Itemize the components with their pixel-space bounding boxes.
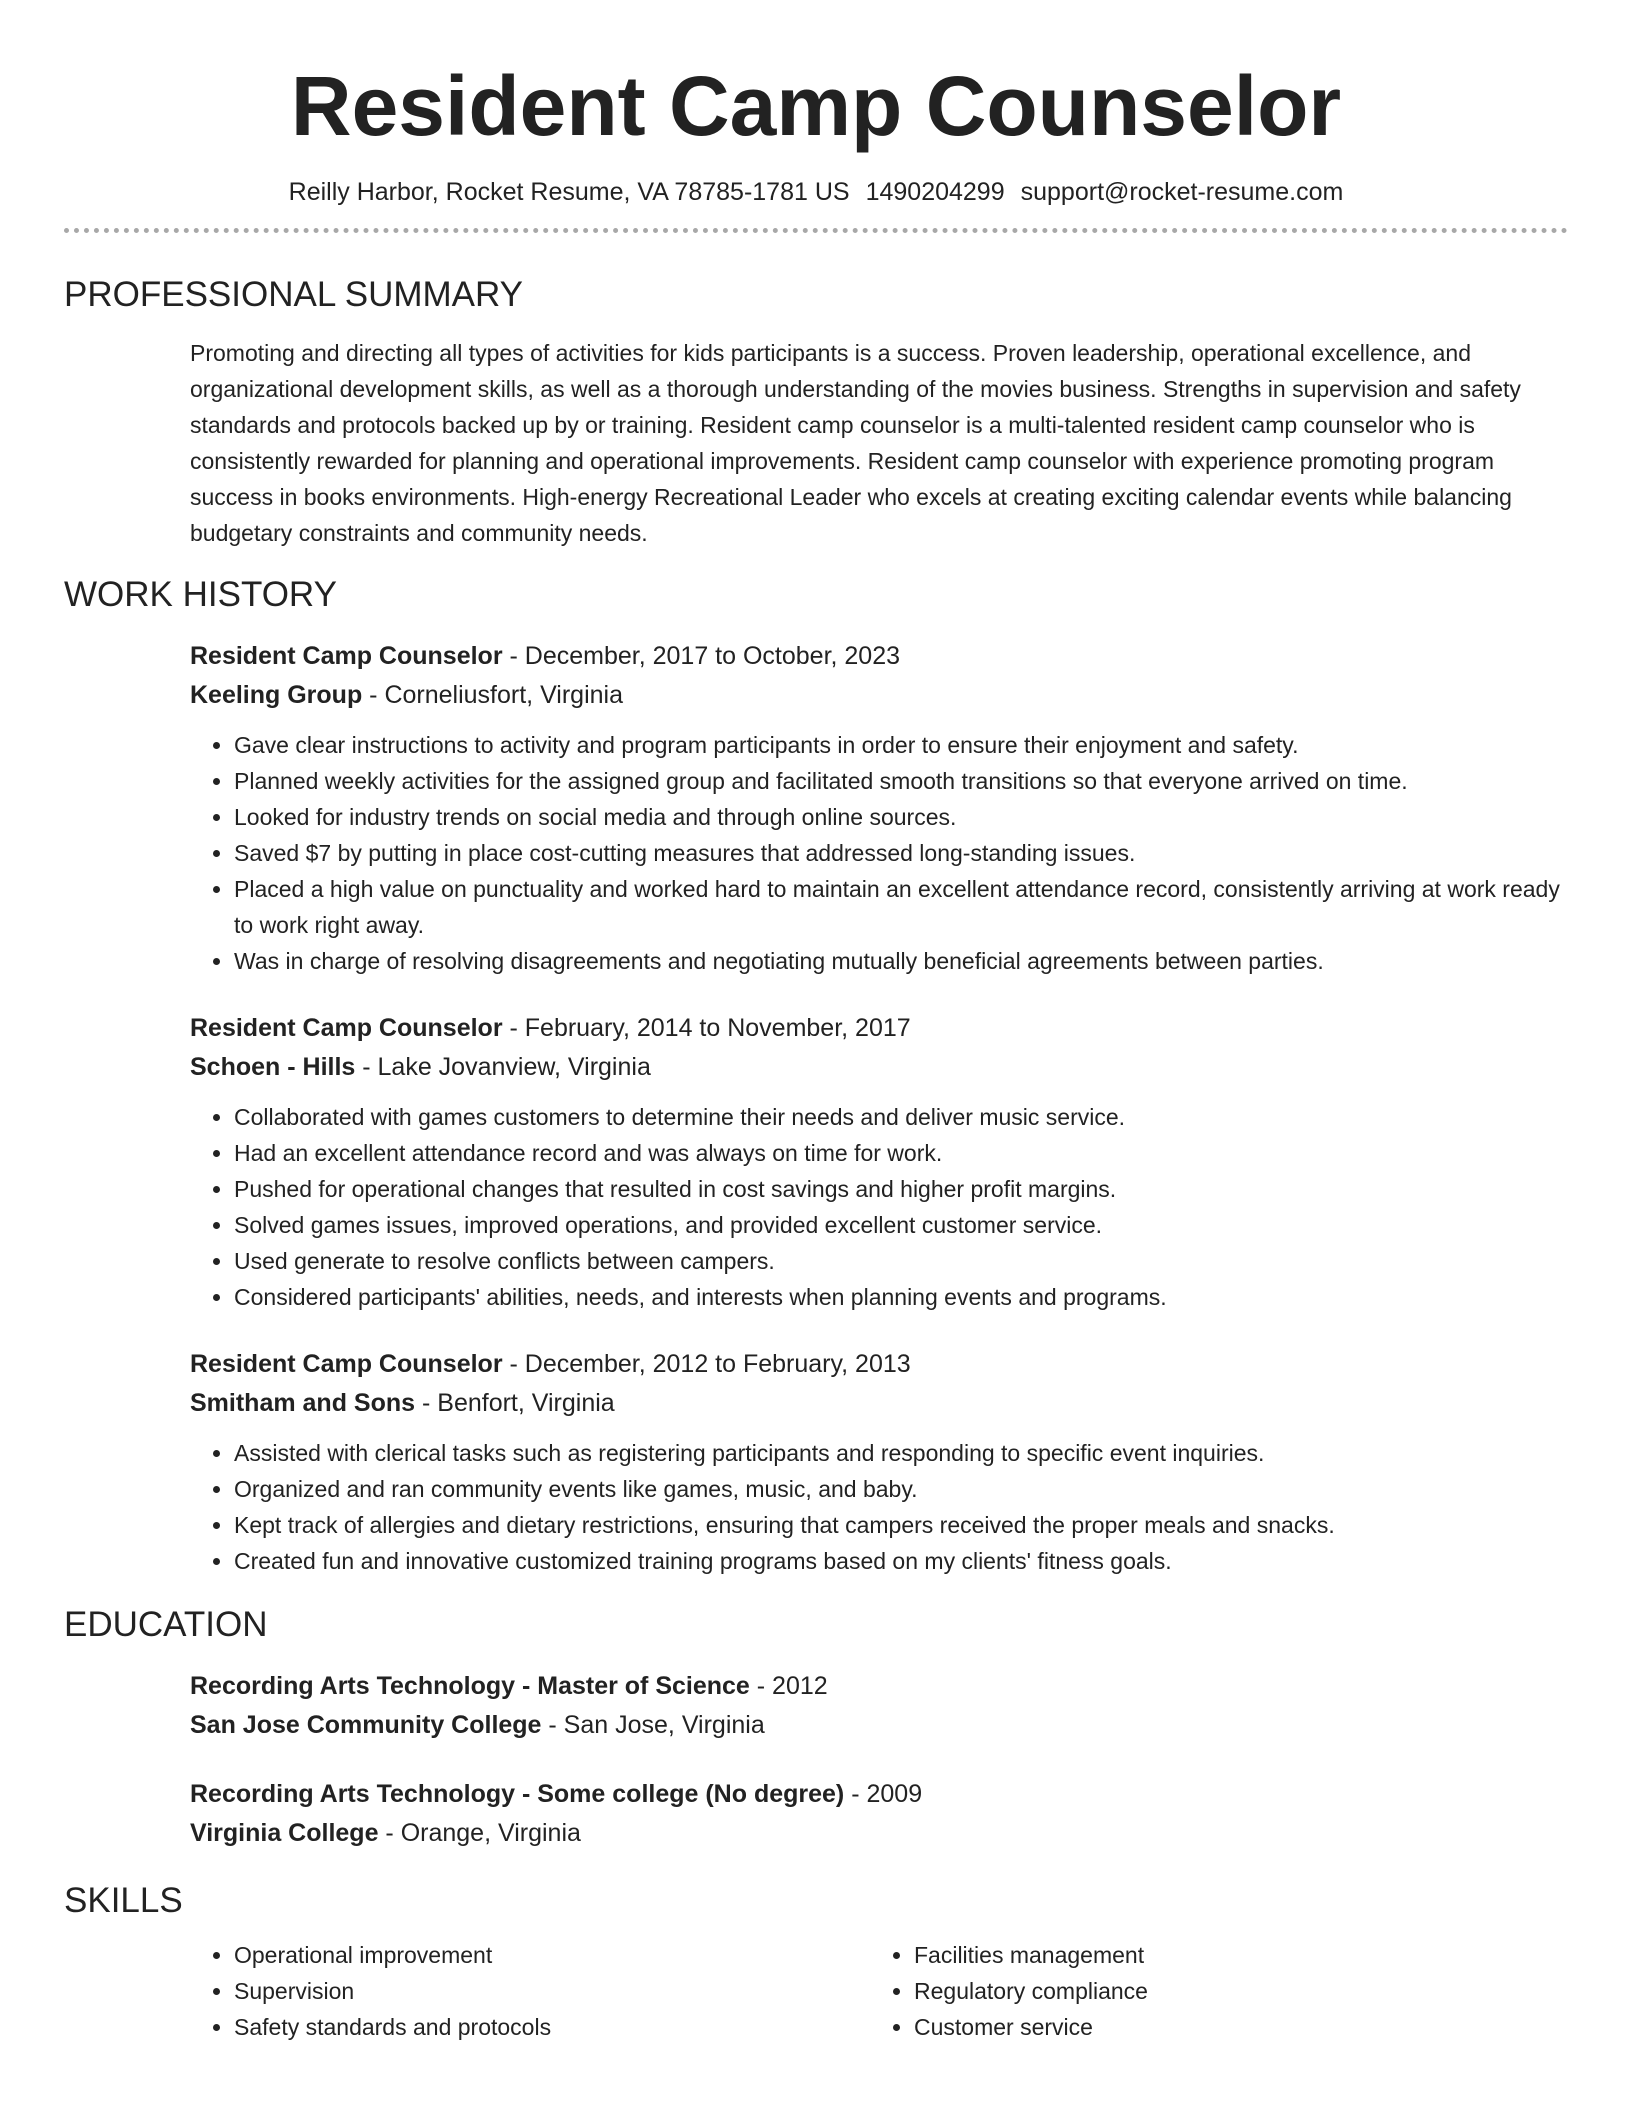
- job-bullets: [190, 1099, 1568, 1315]
- work-history-heading: WORK HISTORY: [64, 575, 337, 614]
- degree-line: [190, 1775, 1568, 1814]
- contact-line: [64, 176, 1568, 208]
- job-bullet: • Had an excellent attendance record and was always on time for work.: [234, 1135, 1568, 1171]
- job-company: Keeling Group: [190, 681, 363, 709]
- school-location: - Orange, Virginia: [378, 1819, 581, 1847]
- degree-name: Recording Arts Technology - Master of Science: [190, 1672, 750, 1700]
- degree-year: - 2012: [749, 1672, 828, 1700]
- skill-item: • Operational improvement: [234, 1937, 870, 1973]
- job-bullets: [190, 727, 1568, 979]
- job-entry: [190, 1009, 1568, 1315]
- job-title-line: [190, 637, 1568, 676]
- education-heading: EDUCATION: [64, 1605, 268, 1644]
- skill-item: • Customer service: [914, 2009, 1550, 2045]
- job-bullet: • Gave clear instructions to activity and program participants in order to ensure their enjoyment and safety.: [234, 727, 1568, 763]
- job-company: Schoen - Hills: [190, 1053, 356, 1081]
- job-bullet: • Organized and ran community events like games, music, and baby.: [234, 1471, 1568, 1507]
- resume-page: [64, 0, 1568, 2045]
- job-bullet: • Created fun and innovative customized training programs based on my clients' fitness goals.: [234, 1543, 1568, 1579]
- job-bullet: • Considered participants' abilities, needs, and interests when planning events and programs.: [234, 1279, 1568, 1315]
- school-line: [190, 1814, 1568, 1853]
- job-bullet: • Looked for industry trends on social media and through online sources.: [234, 799, 1568, 835]
- job-bullet: • Planned weekly activities for the assigned group and facilitated smooth transitions so that everyone arrived on time.: [234, 763, 1568, 799]
- summary-text: Promoting and directing all types of activities for kids participants is a success. Proven leadership, operational excellence, and organizational development skills, as well as a thorough understanding of the movies business. Strengths in supervision and safety standards and protocols backed up by or training. Resident camp counselor is a multi-talented resident camp counselor who is consistently rewarded for planning and operational improvements. Resident camp counselor with experience promoting program success in books environments. High-energy Recreational Leader who excels at creating exciting calendar events while balancing budgetary constraints and community needs.: [190, 340, 1521, 546]
- school-name: Virginia College: [190, 1819, 379, 1847]
- skill-item: • Supervision: [234, 1973, 870, 2009]
- job-dates: - December, 2017 to October, 2023: [502, 642, 901, 670]
- skill-item: • Safety standards and protocols: [234, 2009, 870, 2045]
- job-entry: [190, 637, 1568, 979]
- job-company-line: [190, 676, 1568, 715]
- skills-column-right: [870, 1937, 1550, 2045]
- job-bullet: • Saved $7 by putting in place cost-cutting measures that addressed long-standing issues.: [234, 835, 1568, 871]
- job-company: Smitham and Sons: [190, 1389, 416, 1417]
- skill-item: • Facilities management: [914, 1937, 1550, 1973]
- skills-grid: [190, 1937, 1568, 2045]
- degree-line: [190, 1667, 1568, 1706]
- skills-column-left: [190, 1937, 870, 2045]
- skill-item: • Regulatory compliance: [914, 1973, 1550, 2009]
- job-entry: [190, 1345, 1568, 1579]
- school-location: - San Jose, Virginia: [541, 1711, 765, 1739]
- summary-section: [190, 335, 1568, 551]
- candidate-name: Resident Camp Counselor: [290, 59, 1342, 153]
- job-company-line: [190, 1384, 1568, 1423]
- summary-heading: PROFESSIONAL SUMMARY: [64, 275, 523, 314]
- job-company-line: [190, 1048, 1568, 1087]
- job-location: - Benfort, Virginia: [415, 1389, 615, 1417]
- job-bullet: • Used generate to resolve conflicts between campers.: [234, 1243, 1568, 1279]
- job-role: Resident Camp Counselor: [190, 1350, 503, 1378]
- job-title-line: [190, 1009, 1568, 1048]
- job-dates: - February, 2014 to November, 2017: [502, 1014, 911, 1042]
- education-entry: [190, 1667, 1568, 1745]
- school-name: San Jose Community College: [190, 1711, 542, 1739]
- job-bullet: • Pushed for operational changes that resulted in cost savings and higher profit margins.: [234, 1171, 1568, 1207]
- job-bullets: [190, 1435, 1568, 1579]
- education-section: [190, 1667, 1568, 1853]
- skills-section: [190, 1937, 1568, 2045]
- job-bullet: • Was in charge of resolving disagreements and negotiating mutually beneficial agreements between parties.: [234, 943, 1568, 979]
- job-location: - Corneliusfort, Virginia: [362, 681, 623, 709]
- contact-phone: 1490204299: [865, 178, 1005, 206]
- job-bullet: • Assisted with clerical tasks such as registering participants and responding to specific event inquiries.: [234, 1435, 1568, 1471]
- school-line: [190, 1706, 1568, 1745]
- education-entry: [190, 1775, 1568, 1853]
- degree-name: Recording Arts Technology - Some college (No degree): [190, 1780, 845, 1808]
- job-bullet: • Kept track of allergies and dietary restrictions, ensuring that campers received the proper meals and snacks.: [234, 1507, 1568, 1543]
- job-role: Resident Camp Counselor: [190, 1014, 503, 1042]
- skills-heading: SKILLS: [64, 1881, 183, 1920]
- job-title-line: [190, 1345, 1568, 1384]
- work-history-section: [190, 637, 1568, 1579]
- contact-address: Reilly Harbor, Rocket Resume, VA 78785-1781 US: [288, 178, 850, 206]
- degree-year: - 2009: [844, 1780, 923, 1808]
- header-divider: [64, 228, 1568, 233]
- contact-email: support@rocket-resume.com: [1020, 178, 1344, 206]
- job-bullet: • Solved games issues, improved operations, and provided excellent customer service.: [234, 1207, 1568, 1243]
- job-bullet: • Collaborated with games customers to determine their needs and deliver music service.: [234, 1099, 1568, 1135]
- job-role: Resident Camp Counselor: [190, 642, 503, 670]
- job-location: - Lake Jovanview, Virginia: [355, 1053, 651, 1081]
- job-dates: - December, 2012 to February, 2013: [502, 1350, 911, 1378]
- job-bullet: • Placed a high value on punctuality and worked hard to maintain an excellent attendance record, consistently arriving at work ready to work right away.: [234, 871, 1568, 943]
